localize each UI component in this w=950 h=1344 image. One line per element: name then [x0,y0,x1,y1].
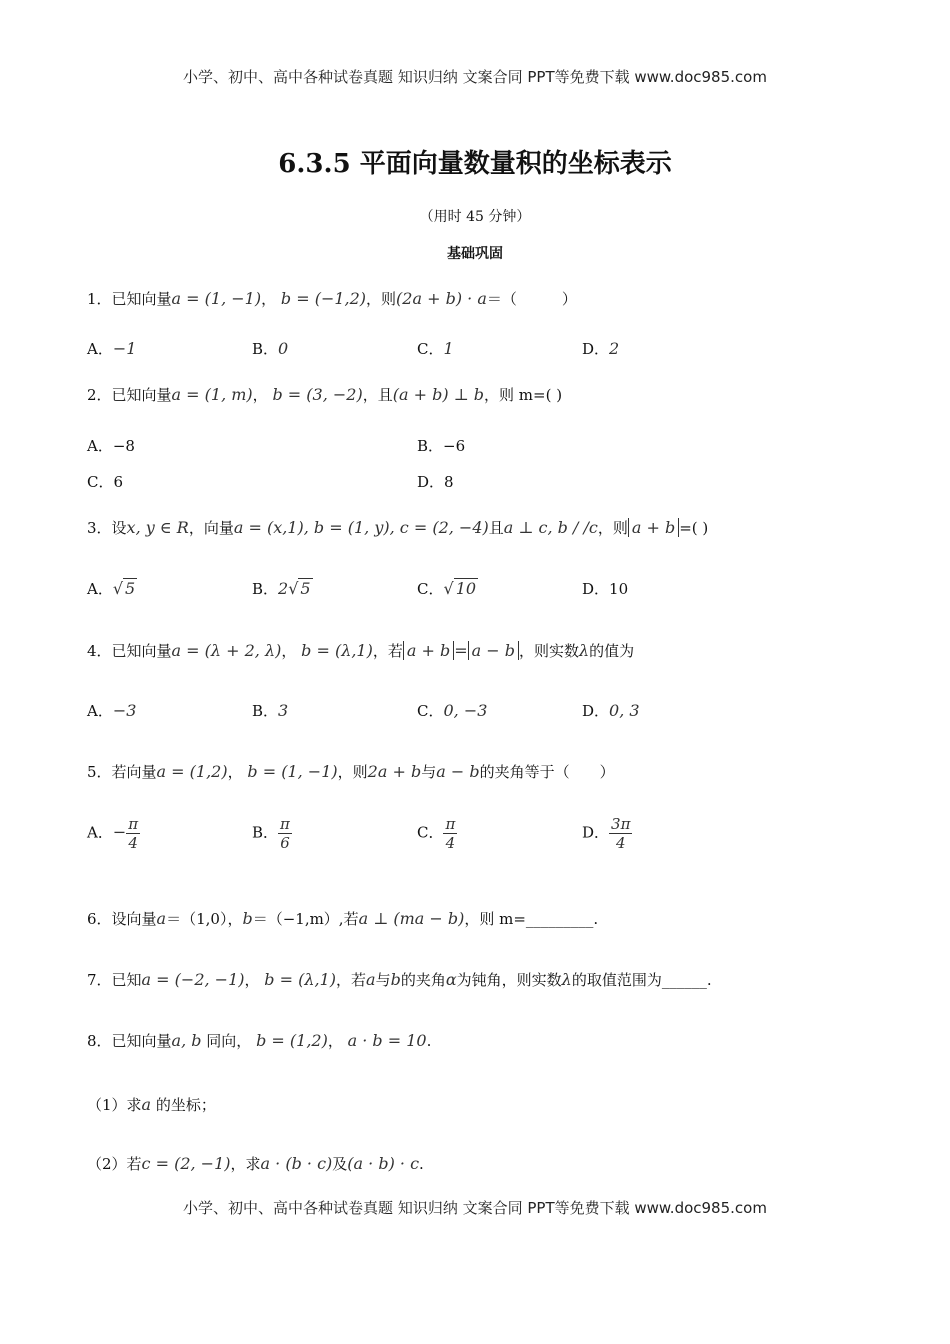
q2-end: ，则 m=( ) [484,386,563,404]
q1-vector-b: b = (−1,2) [280,289,367,308]
q3-relation: a ⊥ c, b / /c [503,518,598,537]
q1-option-c: C．1 [417,339,454,358]
page-title: 6.3.5 平面向量数量积的坐标表示 [278,149,672,179]
q2-option-b: B．−6 [417,437,466,455]
q1-option-a: A．−1 [87,339,137,358]
q3-option-b: B．2√ 5 [252,579,311,598]
question-6: 6．设向量a＝（1,0），b＝（−1,m）,若a ⊥ (ma − b)，则 m=_________. [87,909,599,928]
q5-vector-a: a = (1,2) [156,762,228,781]
page-footer: 小学、初中、高中各种试卷真题 知识归纳 文案合同 PPT等免费下载 www.doc985.com [183,1199,767,1217]
q3-variables: x, y ∈ R [126,518,189,537]
q4-vector-b: b = (λ,1) [301,641,373,660]
section-heading: 基础巩固 [447,246,503,262]
question-2: 2．已知向量a = (1, m)， b = (3, −2)，且(a + b) ⊥ b，则 m=( ) [87,385,563,404]
q3-option-a: A．√ 5 [87,579,136,598]
question-3: 3．设x, y ∈ R，向量a = (x,1), b = (1, y), c = (2, −4)且a ⊥ c, b / /c，则 a + b =( ) [87,518,709,537]
question-8-part-1: （1）求a 的坐标； [87,1095,216,1114]
q1-expression: (2a + b) · a [396,289,487,308]
q2-vector-a: a = (1, m) [171,385,253,404]
question-7: 7．已知a = (−2, −1)， b = (λ,1)，若a与b的夹角α为钝角，则实数λ的取值范围为______. [87,970,712,989]
q2-mid: ，且 [362,386,393,404]
q2-expression: (a + b) ⊥ b [392,385,485,404]
q4-option-c: C．0, −3 [417,701,488,720]
q2-prefix: 2．已知向量 [87,386,172,404]
q1-mid: ，则 [366,290,397,308]
q5-option-c: C． $\frac{\pi}{4}$ [417,815,456,852]
q1-option-d: D．2 [582,339,620,358]
q3-option-c: C．√ 10 [417,579,477,598]
q3-vectors: a = (x,1), b = (1, y), c = (2, −4) [233,518,489,537]
q1-option-b: B．0 [252,339,289,358]
q5-option-b: B． $\frac{\pi}{6}$ [252,815,290,852]
question-1: 1．已知向量a = (1, −1)， b = (−1,2)，则(2a + b) · a＝（ ） [87,289,577,308]
q4-option-b: B．3 [252,701,289,720]
q1-prefix: 1．已知向量 [87,290,172,308]
q5-option-a: A．− $\frac{\pi}{4}$ [87,815,139,852]
q6-expression: a ⊥ (ma − b) [358,909,465,928]
q1-end: ＝（ ） [486,290,577,308]
question-5: 5．若向量a = (1,2)， b = (1, −1)，则2a + b与a − b的夹角等于（ ） [87,762,615,781]
q4-abs-diff: a − b [468,641,519,660]
q2-option-a: A．−8 [87,437,135,455]
question-8: 8．已知向量a, b 同向， b = (1,2)， a · b = 10. [87,1031,432,1050]
time-note: （用时 45 分钟） [419,209,531,225]
q2-vector-b: b = (3, −2) [272,385,363,404]
q1-vector-a: a = (1, −1) [171,289,262,308]
q5-option-d: D． $\frac{3\pi}{4}$ [582,815,631,852]
page-header: 小学、初中、高中各种试卷真题 知识归纳 文案合同 PPT等免费下载 www.doc985.com [183,68,767,86]
q4-abs-sum: a + b [403,641,454,660]
q2-option-d: D．8 [417,473,454,491]
q3-abs-expression: a + b [628,518,679,537]
question-8-part-2: （2）若c = (2, −1)，求a · (b · c)及(a · b) · c. [87,1154,424,1173]
q5-vector-b: b = (1, −1) [247,762,338,781]
q4-vector-a: a = (λ + 2, λ) [171,641,282,660]
q4-option-a: A．−3 [87,701,137,720]
q4-option-d: D．0, 3 [582,701,640,720]
q3-option-d: D．10 [582,580,629,598]
q2-option-c: C．6 [87,473,124,491]
question-4: 4．已知向量a = (λ + 2, λ)， b = (λ,1)，若 a + b = a − b ，则实数λ的值为 [87,641,635,660]
